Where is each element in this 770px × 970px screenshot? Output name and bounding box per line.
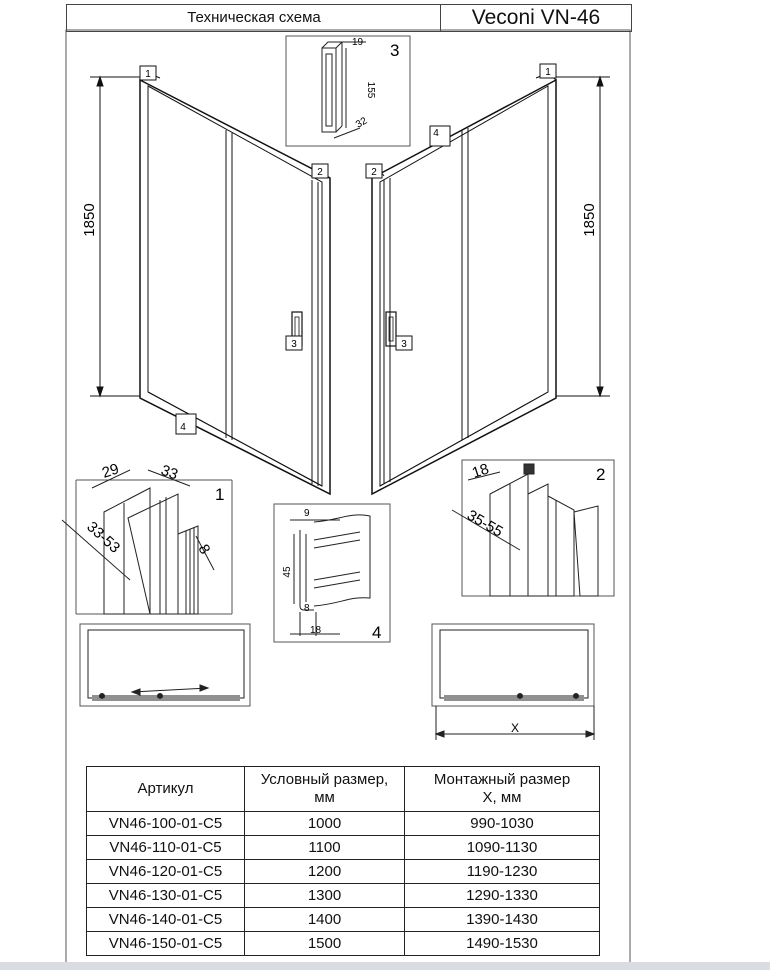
svg-text:2: 2: [371, 167, 377, 178]
svg-text:2: 2: [317, 167, 323, 178]
cell-article: VN46-140-01-C5: [87, 908, 245, 932]
callout-3-right: [396, 336, 412, 350]
table-row: [87, 860, 600, 884]
cell-mount-size: 1490-1530: [405, 932, 600, 956]
cell-nominal-size: 1500: [245, 932, 405, 956]
model-name: Veconi VN-46: [440, 4, 632, 32]
table-row: [87, 932, 600, 956]
detail-2-corner-profile: [452, 460, 614, 596]
svg-text:1: 1: [545, 67, 551, 78]
cell-article: VN46-100-01-C5: [87, 812, 245, 836]
detail-4-dim-bottom: 18: [310, 625, 322, 636]
col-header-article: Артикул: [87, 767, 245, 812]
col-header-nominal-size: Условный размер, мм: [245, 767, 405, 812]
detail-1-dim-c: 33-53: [83, 518, 124, 557]
detail-1-dim-a: 29: [99, 460, 122, 482]
cell-mount-size: 1390-1430: [405, 908, 600, 932]
detail-4-dim-side: 45: [282, 566, 293, 578]
detail-1-wall-profile: [62, 460, 232, 614]
svg-text:3: 3: [291, 339, 297, 350]
detail-2-dim-b: 35-55: [464, 506, 506, 541]
col-header-mount-size: Монтажный размер X, мм: [405, 767, 600, 812]
cell-mount-size: 1290-1330: [405, 884, 600, 908]
detail-4-dim-top: 9: [304, 508, 310, 519]
cell-nominal-size: 1400: [245, 908, 405, 932]
plan-view-left: [80, 624, 250, 706]
cell-nominal-size: 1200: [245, 860, 405, 884]
cell-article: VN46-150-01-C5: [87, 932, 245, 956]
cell-mount-size: 990-1030: [405, 812, 600, 836]
bottom-strip: [0, 962, 770, 970]
callout-2-left: [312, 164, 328, 178]
table-row: [87, 812, 600, 836]
callout-4-left: [176, 414, 196, 434]
height-label-left: 1850: [81, 203, 98, 237]
detail-3-dim-side: 155: [365, 81, 376, 99]
sheet-title: Техническая схема: [66, 4, 442, 32]
cell-nominal-size: 1100: [245, 836, 405, 860]
table-row: [87, 836, 600, 860]
cell-mount-size: 1190-1230: [405, 860, 600, 884]
height-label-right: 1850: [581, 203, 598, 237]
plan-width-label: X: [510, 721, 520, 735]
detail-2-number: 2: [596, 465, 606, 484]
table-header-row: [87, 767, 600, 812]
callout-1-left: [140, 66, 156, 80]
svg-text:4: 4: [433, 128, 439, 139]
detail-1-dim-b: 33: [158, 461, 181, 484]
callout-4-right: [430, 126, 450, 146]
callout-3-left: [286, 336, 302, 350]
detail-1-number: 1: [215, 485, 225, 504]
svg-text:1: 1: [145, 69, 151, 80]
detail-4-guide: [274, 504, 390, 642]
detail-4-number: 4: [372, 623, 382, 642]
detail-3-handle: [286, 36, 410, 146]
detail-1-dim-d: 8: [194, 541, 214, 558]
table-row: [87, 884, 600, 908]
svg-text:3: 3: [401, 339, 407, 350]
cell-mount-size: 1090-1130: [405, 836, 600, 860]
svg-text:4: 4: [180, 422, 186, 433]
detail-2-dim-a: 18: [469, 460, 492, 482]
detail-3-dim-top: 19: [352, 37, 364, 48]
spec-table: [86, 766, 600, 956]
cell-article: VN46-120-01-C5: [87, 860, 245, 884]
callout-1-right: [540, 64, 556, 78]
table-row: [87, 908, 600, 932]
detail-4-dim-mid: 8: [304, 603, 310, 614]
detail-3-number: 3: [390, 41, 400, 60]
cell-article: VN46-110-01-C5: [87, 836, 245, 860]
cell-nominal-size: 1300: [245, 884, 405, 908]
cell-nominal-size: 1000: [245, 812, 405, 836]
callout-2-right: [366, 164, 382, 178]
cell-article: VN46-130-01-C5: [87, 884, 245, 908]
detail-3-dim-bottom: 32: [354, 115, 370, 131]
